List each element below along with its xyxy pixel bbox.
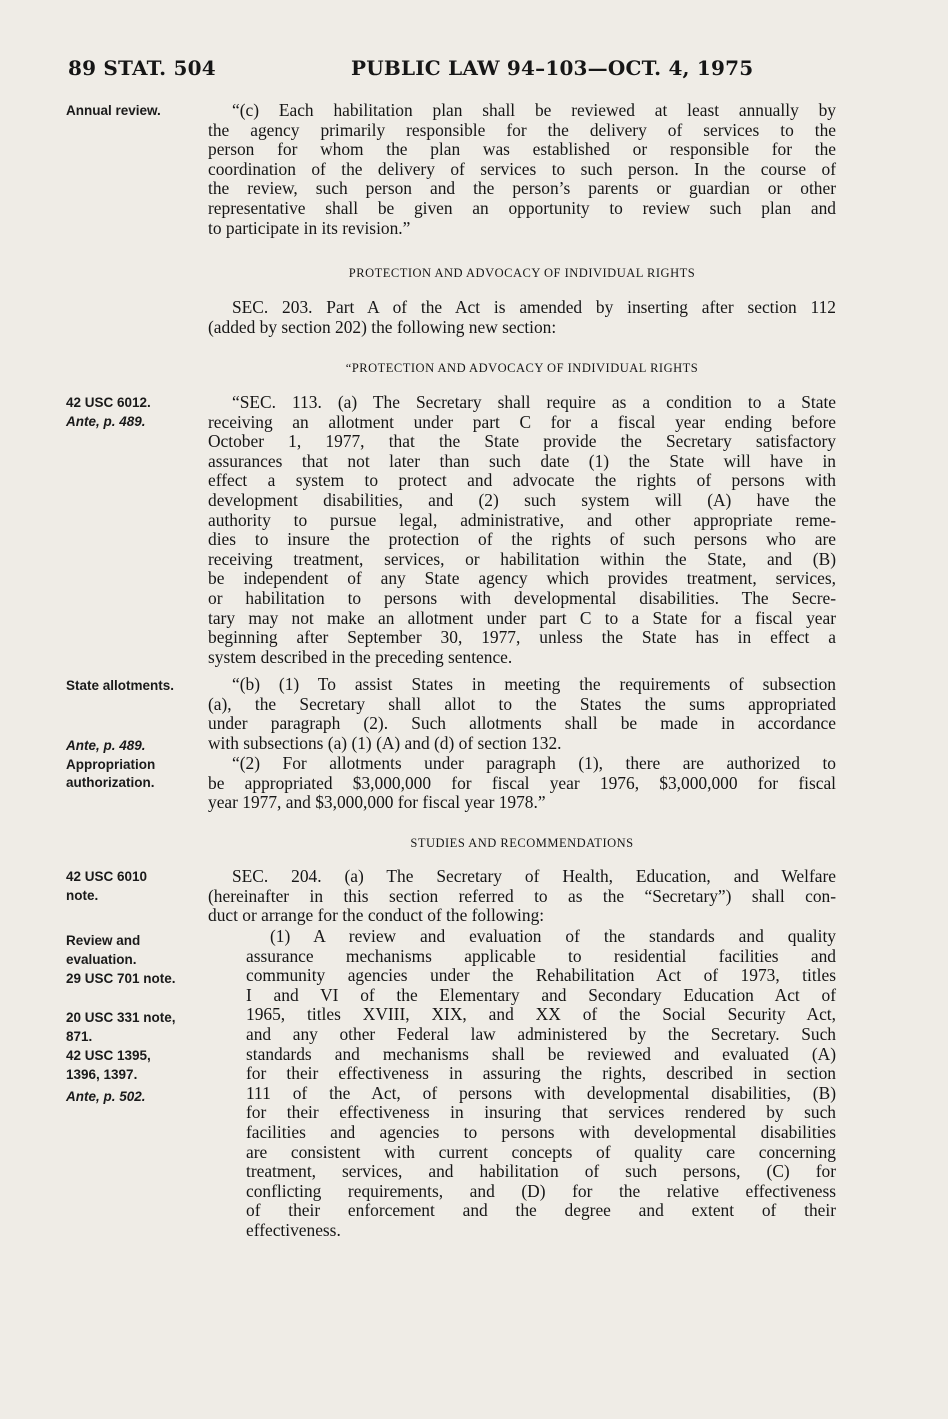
text-line: receiving treatment, services, or habilitation within the State, and (B) bbox=[208, 548, 836, 569]
text-line: standards and mechanisms shall be reviewed and evaluated (A) bbox=[246, 1043, 836, 1064]
margin-note-42-usc-6010: 42 USC 6010 bbox=[66, 869, 148, 884]
text-line: “SEC. 113. (a) The Secretary shall require as a condition to a State bbox=[232, 392, 836, 412]
text-line: “(b) (1) To assist States in meeting the requirements of subsection bbox=[232, 674, 836, 694]
section-113-b1 bbox=[208, 675, 836, 753]
text-line: for their effectiveness in insuring that services rendered by such bbox=[246, 1102, 836, 1123]
text-line: for their effectiveness in assuring the rights, described in section bbox=[246, 1063, 836, 1084]
text-line: assurance mechanisms applicable to residential facilities and bbox=[246, 945, 836, 966]
running-header: PUBLIC LAW 94–103—OCT. 4, 1975 bbox=[351, 56, 754, 80]
text-line: beginning after September 30, 1977, unless the State has in effect a bbox=[208, 627, 836, 648]
text-line: the agency primarily responsible for the delivery of services to the bbox=[208, 119, 836, 140]
text-line: development disabilities, and (2) such system will (A) have the bbox=[208, 489, 836, 510]
text-line: SEC. 203. Part A of the Act is amended by inserting after section 112 bbox=[232, 297, 836, 317]
margin-note-42-usc-1395: 42 USC 1395, bbox=[66, 1048, 151, 1063]
section-204-a bbox=[208, 867, 836, 926]
text-line: receiving an allotment under part C for a fiscal year ending before bbox=[208, 411, 836, 432]
text-line: (a), the Secretary shall allot to the States the sums appropriated bbox=[208, 693, 836, 714]
text-line: 111 of the Act, of persons with developmental disabilities, (B) bbox=[246, 1082, 836, 1103]
section-204-a-1 bbox=[246, 927, 836, 1241]
text-line: duct or arrange for the conduct of the following: bbox=[208, 905, 545, 926]
text-line: 1965, titles XVIII, XIX, and XX of the Social Security Act, bbox=[246, 1004, 836, 1025]
text-line: or habilitation to persons with developmental disabilities. The Secre- bbox=[208, 587, 836, 608]
text-line: October 1, 1977, that the State provide the Secretary satisfactory bbox=[208, 431, 836, 452]
text-line: I and VI of the Elementary and Secondary Education Act of bbox=[246, 984, 836, 1005]
text-line: of their enforcement and the degree and extent of their bbox=[246, 1200, 836, 1221]
text-line: (hereinafter in this section referred to as the “Secretary”) shall con- bbox=[208, 885, 836, 906]
text-line: effect a system to protect and advocate the rights of persons with bbox=[208, 470, 836, 491]
text-line: coordination of the delivery of services to such person. In the course of bbox=[208, 158, 836, 179]
text-line: be independent of any State agency which provides treatment, services, bbox=[208, 568, 836, 589]
text-line: under paragraph (2). Such allotments shall be made in accordance bbox=[208, 713, 836, 734]
margin-note-state-allotments: State allotments. bbox=[66, 678, 175, 693]
text-line: community agencies under the Rehabilitation Act of 1973, titles bbox=[246, 965, 836, 986]
margin-note-20-usc-331: 20 USC 331 note, bbox=[66, 1010, 176, 1025]
text-line: the review, such person and the person’s parents or guardian or other bbox=[208, 178, 836, 199]
text-line: person for whom the plan was established or responsible for the bbox=[208, 139, 836, 160]
text-line: dies to insure the protection of the rights of such persons who are bbox=[208, 529, 836, 550]
margin-note-ante-502: Ante, p. 502. bbox=[66, 1089, 146, 1104]
text-line: assurances that not later than such date (1) the State will have in bbox=[208, 450, 836, 471]
margin-note-ante-489: Ante, p. 489. bbox=[66, 414, 146, 429]
stat-page-number: 89 STAT. 504 bbox=[68, 56, 216, 80]
margin-note-1396-1397: 1396, 1397. bbox=[66, 1067, 138, 1082]
text-line: system described in the preceding sentence. bbox=[208, 646, 513, 667]
margin-note-871: 871. bbox=[66, 1029, 93, 1044]
text-line: representative shall be given an opportunity to review such plan and bbox=[208, 197, 836, 218]
text-line: authority to pursue legal, administrative, and other appropriate reme- bbox=[208, 509, 836, 530]
paragraph-c bbox=[208, 101, 836, 238]
text-line: “(2) For allotments under paragraph (1), there are authorized to bbox=[232, 753, 836, 773]
margin-note-authorization: authorization. bbox=[66, 775, 155, 790]
margin-note-annual-review: Annual review. bbox=[66, 103, 161, 118]
text-line: facilities and agencies to persons with developmental disabilities bbox=[246, 1121, 836, 1142]
text-line: “(c) Each habilitation plan shall be reviewed at least annually by bbox=[232, 100, 836, 120]
text-line: (1) A review and evaluation of the standards and quality bbox=[270, 926, 836, 946]
margin-note-ante-489-b: Ante, p. 489. bbox=[66, 738, 146, 753]
section-113-b2 bbox=[208, 754, 836, 813]
section-heading-quoted: “PROTECTION AND ADVOCACY OF INDIVIDUAL RIGHTS bbox=[345, 361, 699, 375]
text-line: tary may not make an allotment under part C to a State for a fiscal year bbox=[208, 607, 836, 628]
text-line: are consistent with current concepts of quality care concerning bbox=[246, 1141, 836, 1162]
text-line: SEC. 204. (a) The Secretary of Health, Education, and Welfare bbox=[232, 866, 836, 886]
text-line: to participate in its revision.” bbox=[208, 217, 411, 238]
margin-note-29-usc-701: 29 USC 701 note. bbox=[66, 971, 176, 986]
section-203 bbox=[208, 298, 836, 337]
text-line: and any other Federal law administered by the Secretary. Such bbox=[246, 1023, 836, 1044]
section-heading-studies: STUDIES AND RECOMMENDATIONS bbox=[410, 836, 634, 850]
text-line: conflicting requirements, and (D) for the relative effectiveness bbox=[246, 1180, 836, 1201]
margin-note-note: note. bbox=[66, 888, 99, 903]
margin-note-evaluation: evaluation. bbox=[66, 952, 137, 967]
text-line: be appropriated $3,000,000 for fiscal year 1976, $3,000,000 for fiscal bbox=[208, 772, 836, 793]
text-line: treatment, services, and habilitation of such persons, (C) for bbox=[246, 1161, 836, 1182]
text-line: year 1977, and $3,000,000 for fiscal year 1978.” bbox=[208, 792, 546, 813]
margin-note-appropriation: Appropriation bbox=[66, 757, 156, 772]
section-113-a bbox=[208, 393, 836, 667]
text-line: (added by section 202) the following new section: bbox=[208, 316, 557, 337]
margin-note-42-usc-6012: 42 USC 6012. bbox=[66, 395, 151, 410]
section-heading: PROTECTION AND ADVOCACY OF INDIVIDUAL RIGHTS bbox=[348, 266, 696, 280]
text-line: with subsections (a) (1) (A) and (d) of section 132. bbox=[208, 732, 562, 753]
text-line: effectiveness. bbox=[246, 1219, 341, 1240]
margin-note-review-and: Review and bbox=[66, 933, 141, 948]
